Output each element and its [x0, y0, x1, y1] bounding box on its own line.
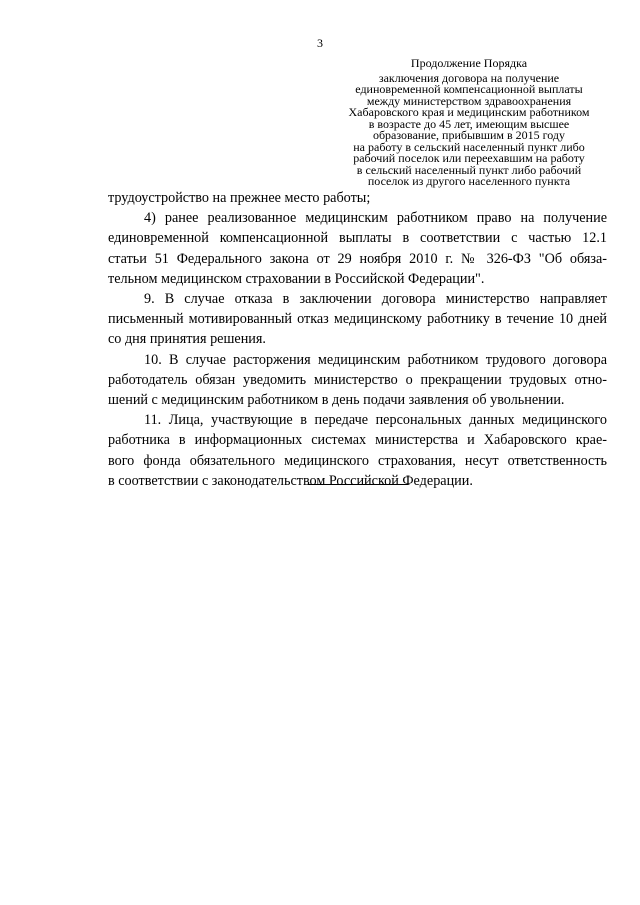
body-line: трудоустройство на прежнее место работы;	[108, 190, 371, 206]
paragraph-10-line: шений с медицинским работником в день подачи заявления об увольнении.	[108, 392, 565, 409]
header-line: на работу в сельский населенный пункт либо	[353, 139, 585, 154]
paragraph-4-line: тельном медицинском страховании в Российской Федерации".	[108, 270, 485, 287]
paragraph-11-line: работника в информационных системах министерства и Хабаровского крае-	[108, 432, 607, 449]
header-line: образование, прибывшим в 2015 году	[372, 128, 566, 142]
header-line: в возрасте до 45 лет, имеющим высшее	[368, 116, 570, 131]
paragraph-11-line: 11. Лица, участвующие в передаче персональных данных медицинского	[144, 412, 607, 429]
header-line: Хабаровского края и медицинским работником	[348, 105, 590, 119]
paragraph-9-line: 9. В случае отказа в заключении договора министерство направляет	[144, 291, 607, 308]
document-body	[108, 188, 607, 491]
header-line: в сельский населенный пункт либо рабочий	[356, 162, 582, 177]
paragraph-9-line: со дня принятия решения.	[108, 331, 266, 348]
document-header-continuation	[340, 58, 598, 188]
paragraph-11-line: вого фонда обязательного медицинского страхования, несут ответственность	[108, 452, 607, 469]
page-number: 3	[317, 36, 323, 50]
paragraph-4-line: 4) ранее реализованное медицинским работником право на получение	[144, 210, 607, 227]
paragraph-10-line: работодатель обязан уведомить министерство о прекращении трудовых отно-	[108, 371, 607, 388]
end-of-document-rule	[308, 484, 408, 485]
paragraph-9-line: письменный мотивированный отказ медицинскому работнику в течение 10 дней	[108, 311, 607, 328]
header-line: рабочий поселок или переехавшим на работу	[353, 151, 585, 165]
paragraph-11-line: в соответствии с законодательством Российской Федерации.	[108, 472, 473, 489]
paragraph-4-line: статьи 51 Федерального закона от 29 ноября 2010 г. № 326-ФЗ "Об обяза-	[108, 250, 607, 267]
header-line: между министерством здравоохранения	[366, 93, 572, 108]
header-title-line: Продолжение Порядка	[410, 56, 528, 70]
paragraph-4-line: единовременной компенсационной выплаты в соответствии с частью 12.1	[108, 230, 607, 247]
header-line: заключения договора на получение	[378, 70, 560, 85]
header-line: единовременной компенсационной выплаты	[355, 82, 583, 96]
header-line: поселок из другого населенного пункта	[367, 174, 571, 188]
paragraph-10-line: 10. В случае расторжения медицинским работником трудового договора	[144, 351, 607, 368]
